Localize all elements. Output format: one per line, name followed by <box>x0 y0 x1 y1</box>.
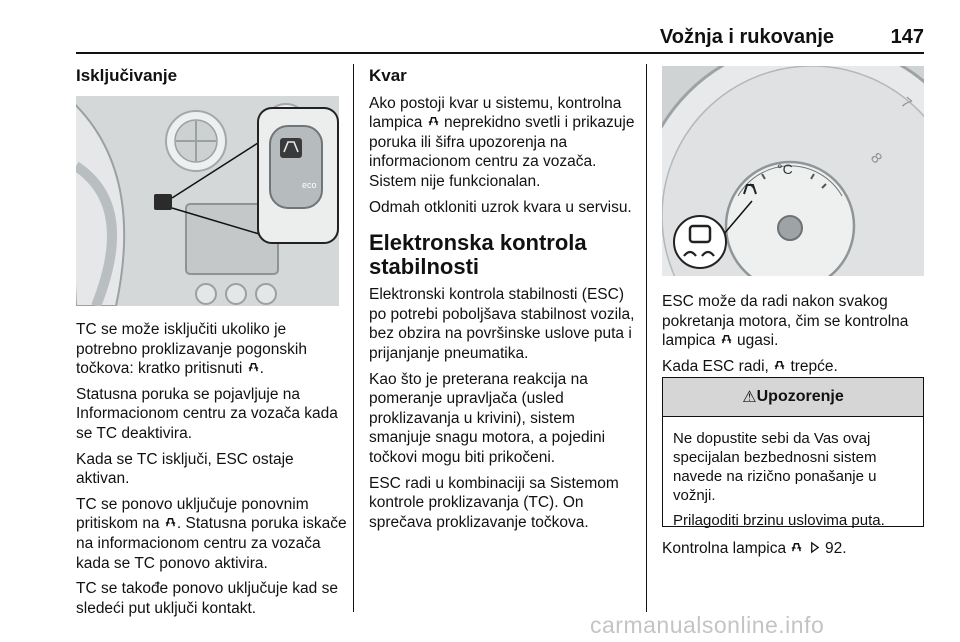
left-column <box>76 66 344 94</box>
header-rule <box>76 52 924 54</box>
paragraph-text: . <box>259 360 264 378</box>
right-column-text <box>662 292 930 382</box>
paragraph <box>662 539 930 559</box>
section-heading-isključivanje: Isključivanje <box>76 66 178 85</box>
instrument-cluster-figure <box>662 66 924 276</box>
column-divider-left <box>353 64 354 612</box>
gauge-mark-7: 7 <box>897 94 915 113</box>
gauge-mark-8: 8 <box>866 149 886 167</box>
traction-control-icon <box>164 516 177 529</box>
paragraph: Elektronski kontrola stabilnosti (ESC) po potrebi poboljšava stabilnost vozila, bez obzira na površinske uslove puta i prijanjanje pneumatika. <box>369 286 635 362</box>
temperature-unit-label: °C <box>777 161 793 177</box>
paragraph <box>662 357 930 377</box>
section-heading-kvar: Kvar <box>369 66 407 85</box>
paragraph <box>662 292 930 351</box>
eco-label: eco <box>302 180 317 190</box>
middle-column <box>369 66 637 538</box>
traction-control-icon <box>247 361 260 374</box>
dashboard-illustration <box>76 96 339 306</box>
paragraph-text: TC se može isključiti ukoliko je potrebno proklizavanje pogonskih točkova: kratko pritisnuti <box>76 321 307 378</box>
paragraph-text: Kontrolna lampica <box>662 540 787 557</box>
paragraph: Odmah otkloniti uzrok kvara u servisu. <box>369 198 632 216</box>
warning-header <box>663 378 923 417</box>
running-header-title: Vožnja i rukovanje <box>659 26 834 48</box>
left-column-text <box>76 320 348 624</box>
column-divider-right <box>646 64 647 612</box>
paragraph: ESC radi u kombinaciji sa Sistemom kontrole proklizavanja (TC). On sprečava proklizavanje točkova. <box>369 474 619 531</box>
paragraph-text: Kada ESC radi, <box>662 357 769 375</box>
dashboard-button-figure <box>76 96 339 306</box>
paragraph-text: ESC može da radi nakon svakog pokretanja motora, čim se kontrolna lampica <box>662 293 909 350</box>
right-column-footer-text <box>662 539 930 565</box>
warning-body <box>663 417 923 530</box>
section-heading-esc: Elektronska kontrola stabilnosti <box>369 230 587 280</box>
paragraph: Kao što je preterana reakcija na pomeranje upravljača (usled proklizavanja u krivini), sistem smanjuje snagu motora, a pojedini točkovi mogu biti prikočeni. <box>369 370 606 466</box>
traction-control-icon <box>427 115 440 128</box>
paragraph: Statusna poruka se pojavljuje na Informacionom centru za vozača kada se TC deaktivira. <box>76 385 338 442</box>
paragraph-text: neprekidno svetli i prikazuje poruka ili šifra upozorenja na informacionom centru za vozača. Sistem nije funkcionalan. <box>369 114 635 190</box>
warning-title: Upozorenje <box>756 388 844 405</box>
paragraph <box>76 320 348 379</box>
traction-control-icon <box>773 359 786 372</box>
paragraph-text: ugasi. <box>737 332 779 350</box>
traction-control-icon <box>720 333 733 346</box>
gauge-illustration <box>662 66 924 276</box>
paragraph: Kada se TC isključi, ESC ostaje aktivan. <box>76 450 294 488</box>
traction-control-icon <box>790 541 803 554</box>
paragraph <box>76 495 348 573</box>
page-reference[interactable]: 92. <box>825 540 847 557</box>
watermark: carmanualsonline.info <box>590 612 825 638</box>
page-reference-arrow-icon <box>808 541 821 554</box>
warning-text: Ne dopustite sebi da Vas ovaj specijalan bezbednosni sistem navede na rizično ponašanje u vožnji. <box>673 430 877 504</box>
paragraph-text: TC se ponovo uključuje ponovnim pritiskom na <box>76 495 309 533</box>
warning-box <box>662 377 924 527</box>
paragraph: TC se takođe ponovo uključuje kad se sledeći put uključi kontakt. <box>76 580 338 617</box>
warning-triangle-icon: ⚠ <box>742 389 757 406</box>
paragraph-text: Ako postoji kvar u sistemu, kontrolna lampica <box>369 94 622 132</box>
paragraph-text: . Statusna poruka iskače na informacionom centru za vozača kada se TC ponovo aktivira. <box>76 515 347 572</box>
page-number: 147 <box>890 26 924 48</box>
warning-text: Prilagoditi brzinu uslovima puta. <box>673 512 885 529</box>
paragraph <box>369 94 637 192</box>
paragraph-text: trepće. <box>790 357 838 375</box>
